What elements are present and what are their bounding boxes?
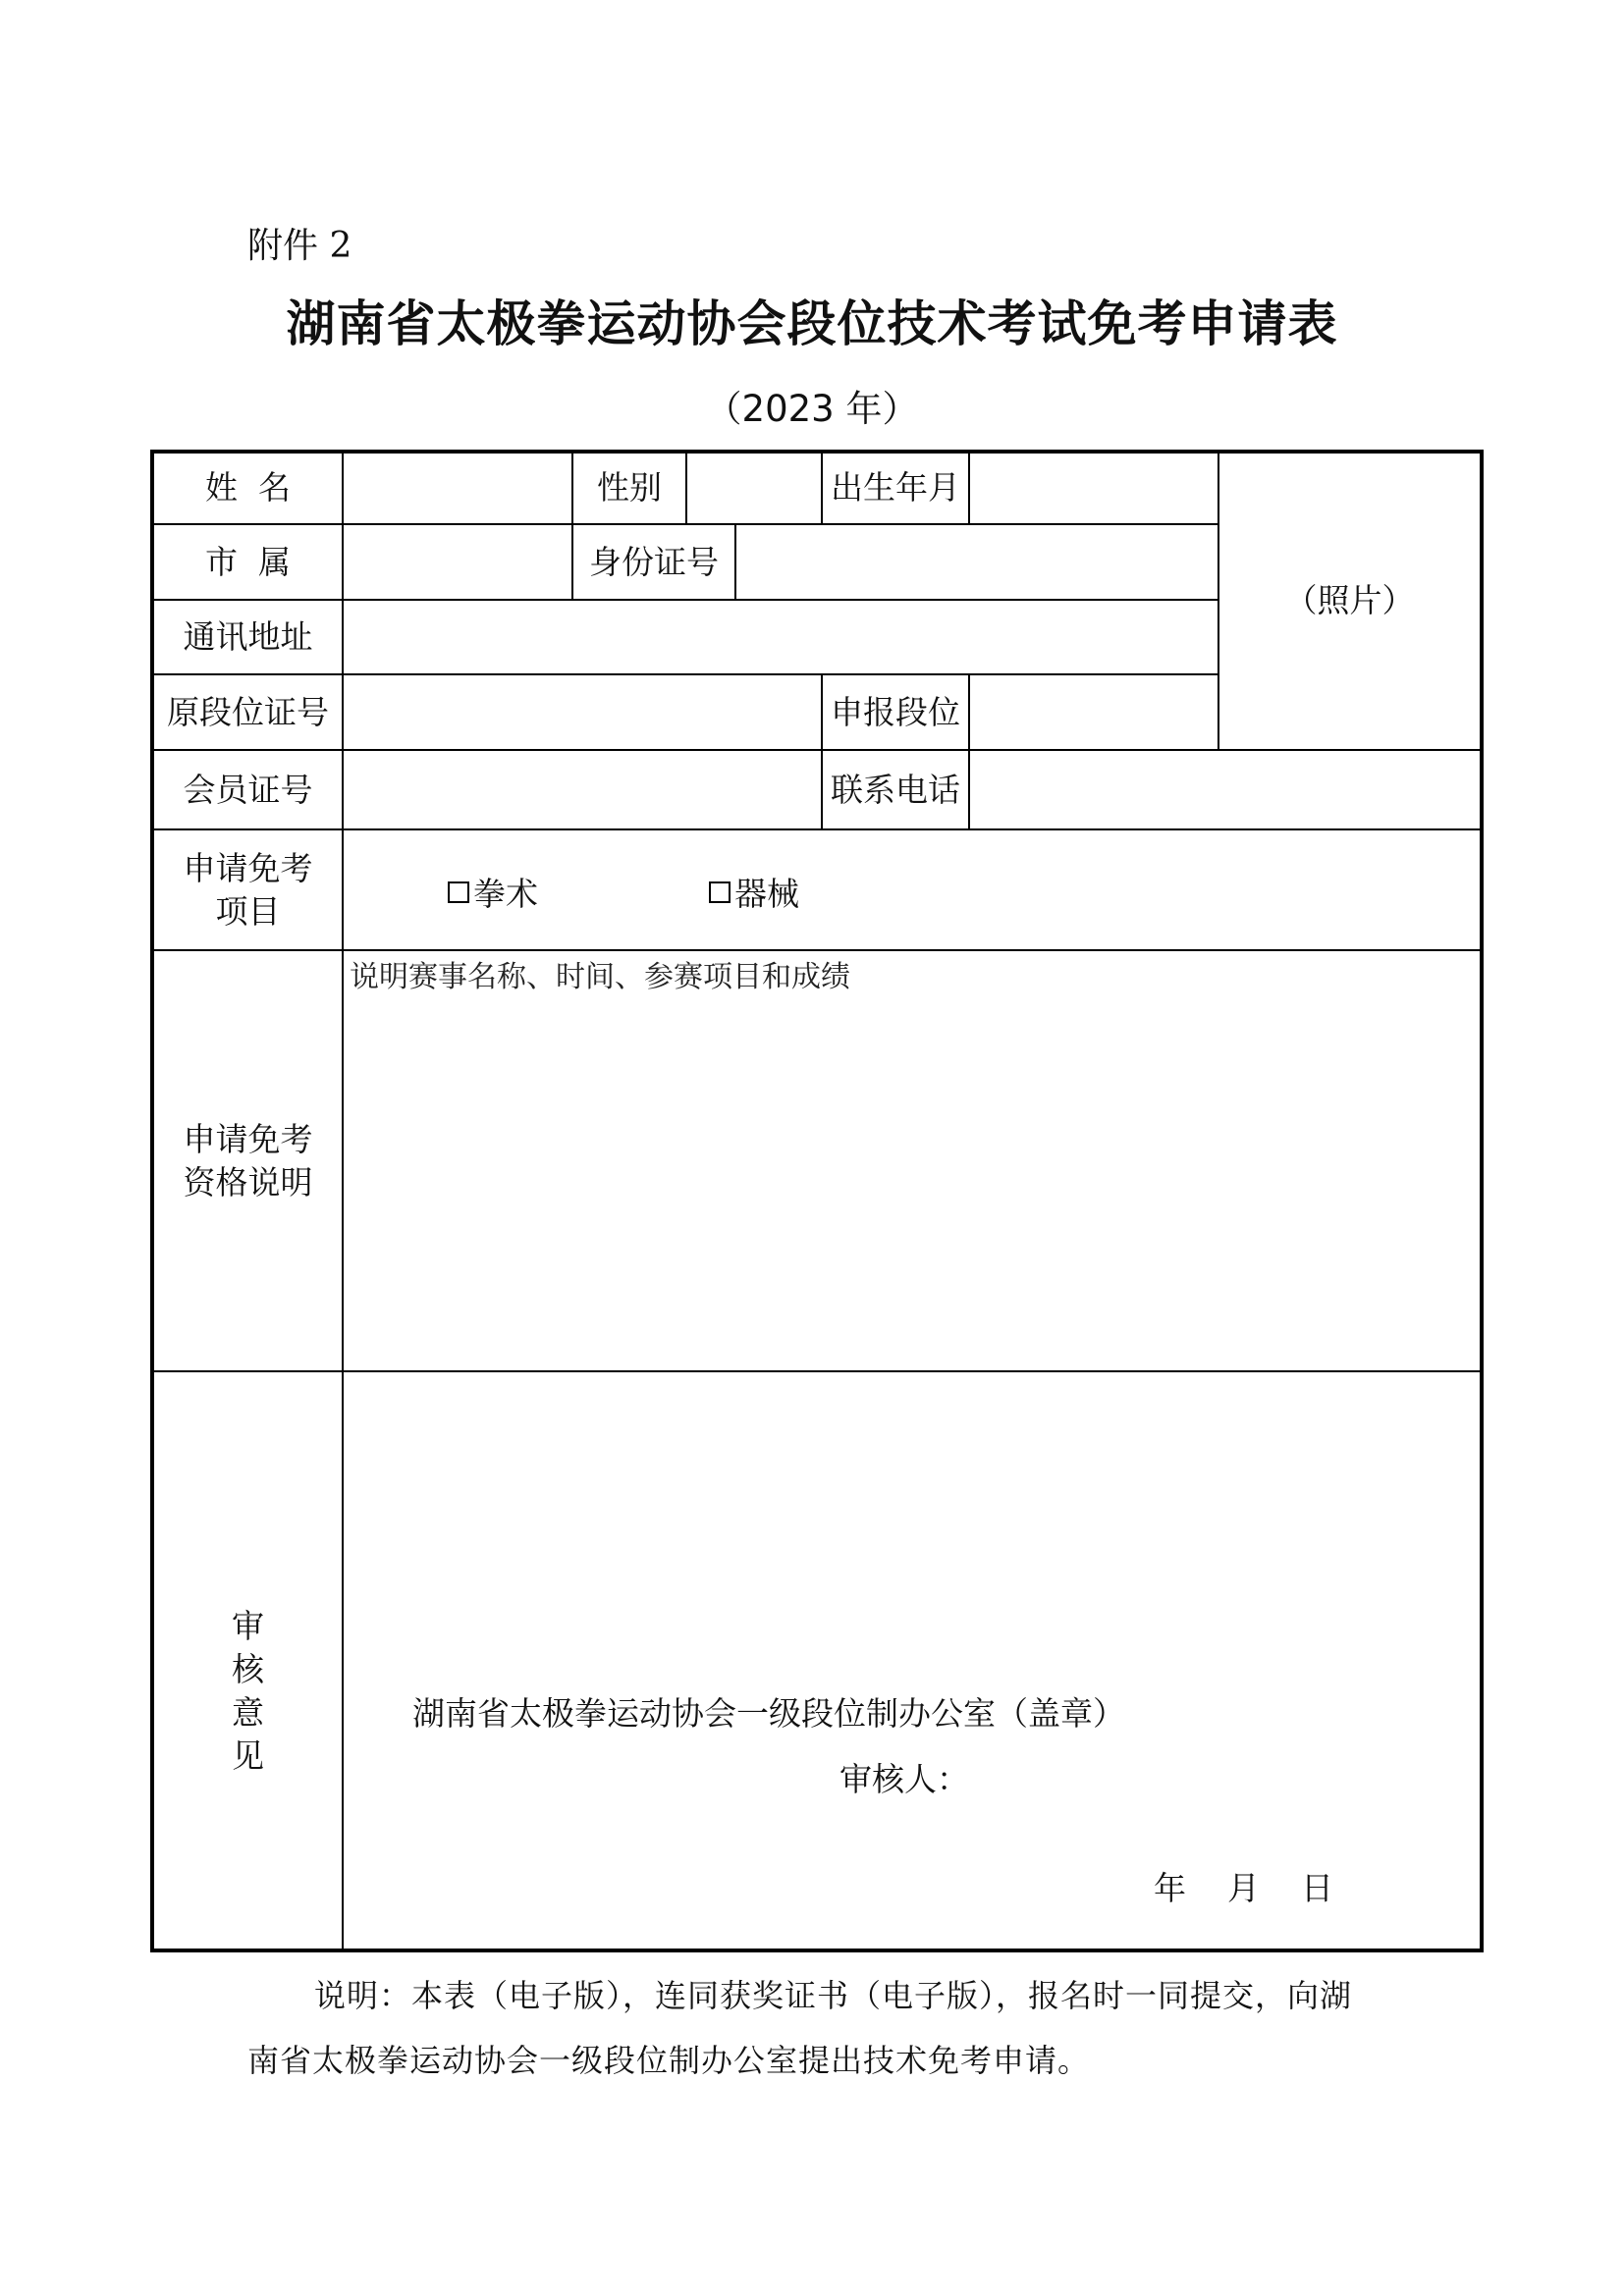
member-number-field[interactable]	[344, 751, 821, 828]
checkbox-quanshu[interactable]	[448, 869, 538, 915]
id-number-field[interactable]	[736, 525, 1218, 599]
review-date	[1154, 1863, 1333, 1909]
option-qixie-label: 器械	[734, 875, 799, 913]
address-field[interactable]	[344, 601, 1218, 673]
note-line-1: 说明：本表（电子版），连同获奖证书（电子版），报名时一同提交，向湖	[314, 1977, 1353, 2014]
checkbox-qixie[interactable]	[709, 869, 799, 915]
birth-label: 出生年月	[831, 467, 960, 507]
birth-field[interactable]	[970, 452, 1218, 523]
phone-label: 联系电话	[831, 770, 960, 809]
review-label	[154, 1372, 342, 1950]
qualification-textarea[interactable]	[344, 951, 1480, 1370]
qualification-hint: 说明赛事名称、时间、参赛项目和成绩	[350, 960, 850, 994]
id-number-label: 身份证号	[589, 542, 719, 581]
city-label: 市 属	[205, 542, 291, 581]
name-field[interactable]	[344, 452, 571, 523]
form-title: 湖南省太极拳运动协会段位技术考试免考申请表	[286, 295, 1338, 352]
photo-label[interactable]: （照片）	[1284, 580, 1415, 619]
qualification-label	[154, 951, 342, 1370]
name-label: 姓 名	[205, 467, 291, 507]
original-cert-field[interactable]	[344, 675, 821, 749]
form-year: （2023 年）	[705, 388, 919, 430]
exempt-item-label-line2: 项目	[215, 891, 281, 931]
review-organization: 湖南省太极拳运动协会一级段位制办公室（盖章）	[412, 1694, 1125, 1733]
review-char: 核	[232, 1649, 264, 1688]
gender-field[interactable]	[687, 452, 821, 523]
checkbox-icon[interactable]	[709, 881, 731, 903]
apply-rank-field[interactable]	[970, 675, 1218, 749]
note-line-2: 南省太极拳运动协会一级段位制办公室提出技术免考申请。	[247, 2042, 1091, 2079]
date-day: 日	[1301, 1869, 1333, 1907]
city-field[interactable]	[344, 525, 571, 599]
qualification-label-line1: 申请免考	[183, 1119, 313, 1158]
review-char: 意	[232, 1692, 264, 1732]
review-char: 审	[232, 1606, 264, 1645]
exempt-item-label-line1: 申请免考	[183, 848, 313, 887]
review-char: 见	[232, 1735, 264, 1775]
qualification-label-line2: 资格说明	[183, 1162, 313, 1201]
original-cert-label: 原段位证号	[167, 692, 329, 731]
apply-rank-label: 申报段位	[831, 692, 960, 731]
phone-field[interactable]	[970, 751, 1480, 828]
date-month: 月	[1227, 1869, 1260, 1907]
row-divider	[152, 828, 1482, 830]
address-label: 通讯地址	[183, 617, 313, 656]
option-quanshu-label: 拳术	[473, 875, 538, 913]
checkbox-icon[interactable]	[448, 881, 469, 903]
reviewer-label: 审核人：	[839, 1760, 969, 1798]
attachment-label: 附件 2	[247, 226, 352, 266]
member-number-label: 会员证号	[183, 770, 313, 809]
gender-label: 性别	[597, 467, 662, 507]
exempt-item-label	[154, 830, 342, 949]
date-year: 年	[1154, 1869, 1186, 1907]
